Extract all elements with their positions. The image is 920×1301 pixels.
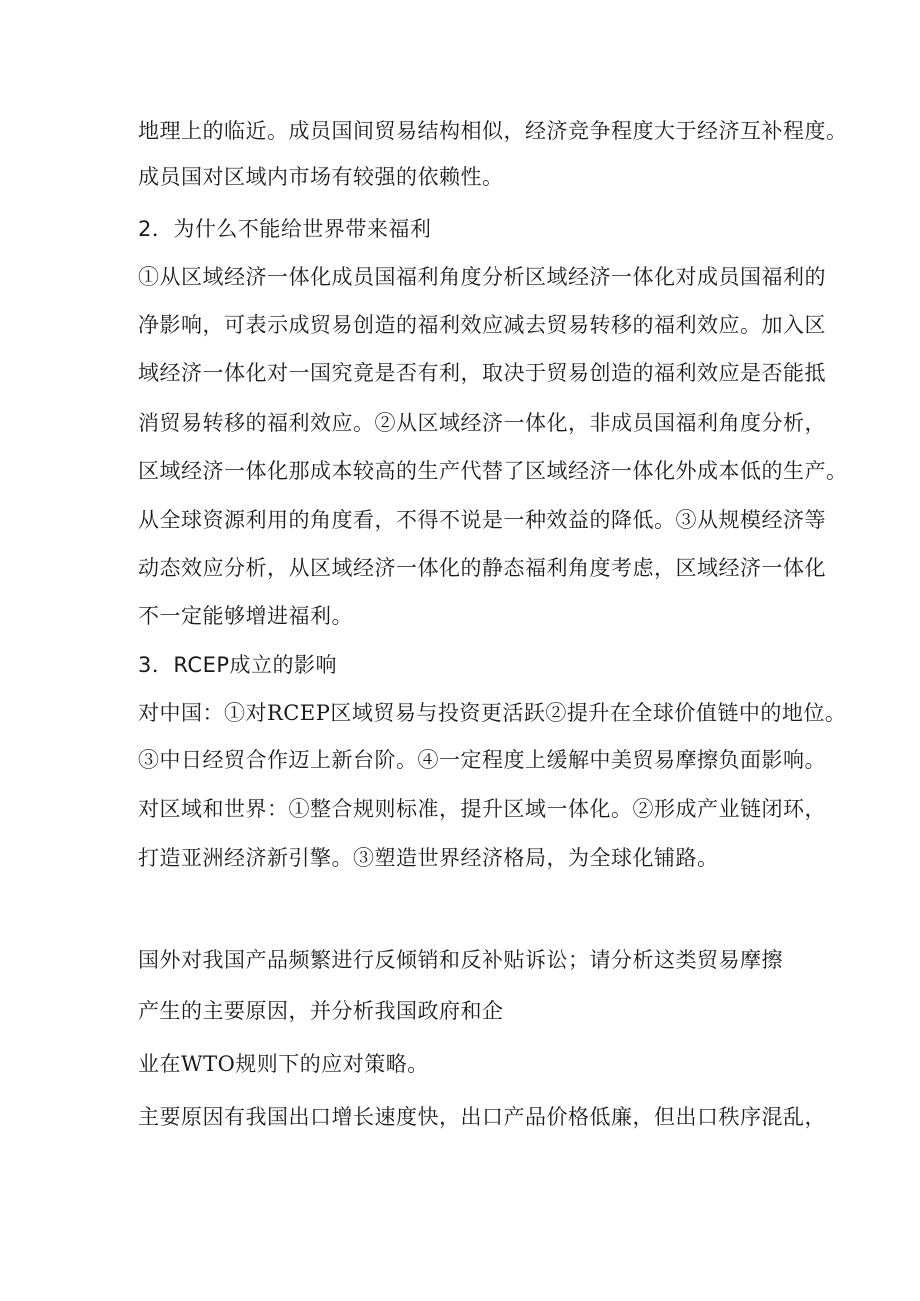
text-line: 成员国对区域内市场有较强的依赖性。: [138, 165, 504, 189]
text-line: ③中日经贸合作迈上新台阶。④一定程度上缓解中美贸易摩擦负面影响。: [138, 748, 826, 772]
text-line: 打造亚洲经济新引擎。③塑造世界经济格局，为全球化铺路。: [138, 846, 719, 870]
text-line: 地理上的临近。成员国间贸易结构相似，经济竞争程度大于经济互补程度。: [138, 119, 848, 143]
question-line: 产生的主要原因，并分析我国政府和企: [138, 999, 504, 1023]
text-line: 消贸易转移的福利效应。②从区域经济一体化，非成员国福利角度分析，: [138, 411, 826, 435]
text-line: 不一定能够增进福利。: [138, 604, 353, 628]
text-line: 对中国：①对RCEP区域贸易与投资更活跃②提升在全球价值链中的地位。: [138, 701, 847, 725]
text-line: 净影响，可表示成贸易创造的福利效应减去贸易转移的福利效应。加入区: [138, 313, 826, 337]
text-line: 主要原因有我国出口增长速度快，出口产品价格低廉，但出口秩序混乱，: [138, 1105, 826, 1129]
section-heading: 2．为什么不能给世界带来福利: [138, 217, 432, 241]
text-line: 区域经济一体化那成本较高的生产代替了区域经济一体化外成本低的生产。: [138, 459, 848, 483]
section-heading: 3．RCEP成立的影响: [138, 653, 338, 677]
text-line: 动态效应分析，从区域经济一体化的静态福利角度考虑，区域经济一体化: [138, 556, 826, 580]
text-line: 从全球资源利用的角度看，不得不说是一种效益的降低。③从规模经济等: [138, 508, 826, 532]
text-line: ①从区域经济一体化成员国福利角度分析区域经济一体化对成员国福利的: [138, 265, 826, 289]
text-line: 域经济一体化对一国究竟是否有利，取决于贸易创造的福利效应是否能抵: [138, 361, 826, 385]
question-line: 业在WTO规则下的应对策略。: [138, 1052, 429, 1076]
question-line: 国外对我国产品频繁进行反倾销和反补贴诉讼；请分析这类贸易摩擦: [138, 948, 783, 972]
text-line: 对区域和世界：①整合规则标准，提升区域一体化。②形成产业链闭环，: [138, 797, 826, 821]
